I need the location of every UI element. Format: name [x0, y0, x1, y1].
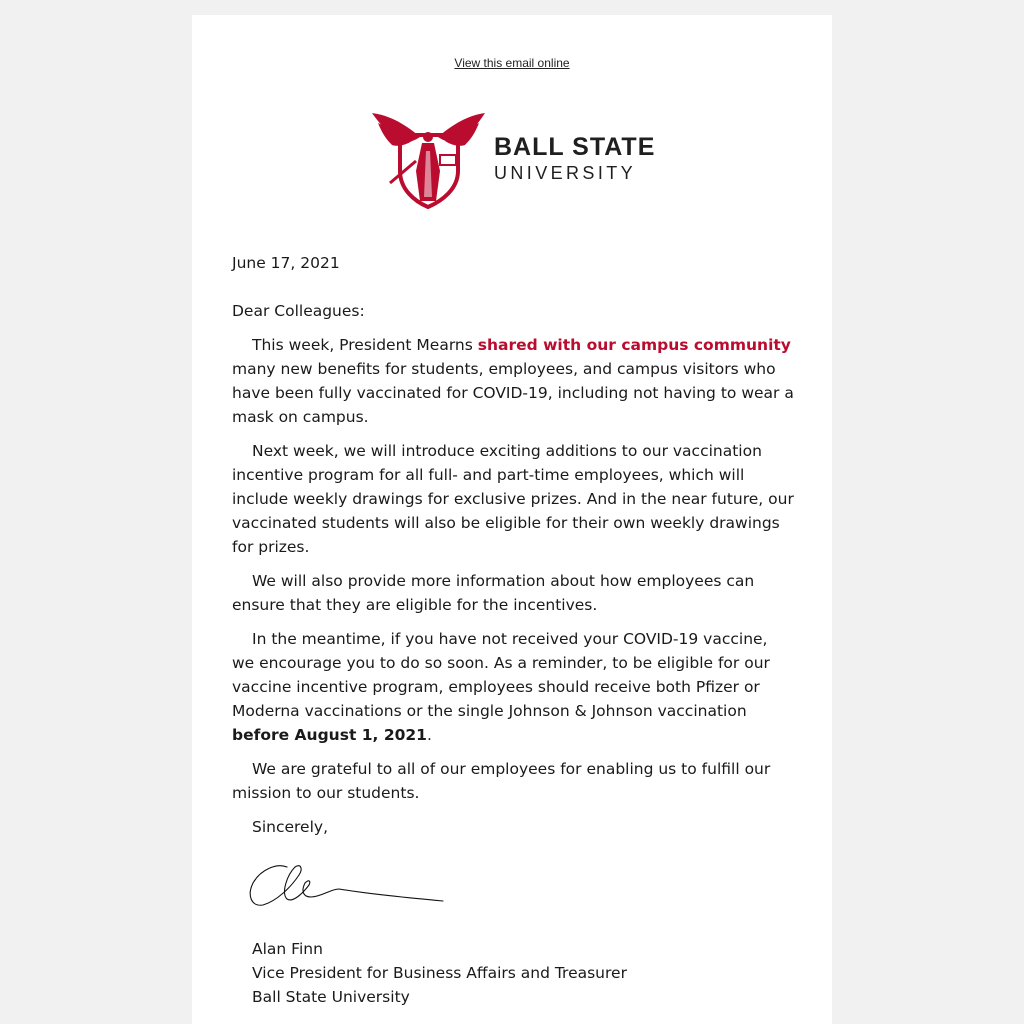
- ball-state-logo[interactable]: [370, 111, 660, 211]
- signer-title: Vice President for Business Affairs and Treasurer: [252, 964, 627, 982]
- signer-organization: Ball State University: [252, 988, 410, 1006]
- logo-wordmark: [494, 134, 655, 184]
- p1-text-start: This week, President Mearns: [252, 336, 478, 354]
- p4-text-start: In the meantime, if you have not received your COVID-19 vaccine, we encourage you to do so soon. As a reminder, to be eligible for our vaccine incentive program, employees should receive both Pfizer or Moderna vaccinations or the single Johnson & Johnson vaccination: [232, 630, 770, 720]
- closing: Sincerely,: [252, 818, 329, 836]
- letter-body: [232, 251, 794, 1009]
- p1-text-end: many new benefits for students, employees, and campus visitors who have been fully vaccinated for COVID-19, including not having to wear a mask on campus.: [232, 360, 794, 426]
- handwritten-signature: [247, 849, 447, 919]
- p4-text-end: .: [426, 726, 432, 744]
- salutation: Dear Colleagues:: [232, 302, 365, 320]
- paragraph-3: We will also provide more information about how employees can ensure that they are eligible for the incentives.: [232, 572, 755, 614]
- paragraph-2: Next week, we will introduce exciting additions to our vaccination incentive program for all full- and part-time employees, which will include weekly drawings for exclusive prizes. And in the near future, our vaccinated students will also be eligible for their own weekly drawings for prizes.: [232, 442, 794, 556]
- deadline-emphasis: before August 1, 2021: [232, 726, 427, 744]
- paragraph-1: [232, 333, 794, 429]
- view-online-link[interactable]: View this email online: [454, 56, 570, 70]
- letter-date: June 17, 2021: [232, 254, 340, 272]
- logo-line-ball-state: BALL STATE: [494, 133, 656, 161]
- signature-block: [252, 937, 794, 1009]
- paragraph-4: [232, 627, 794, 747]
- campus-community-link[interactable]: shared with our campus community: [477, 336, 791, 354]
- email-card: [192, 15, 832, 1024]
- paragraph-5: We are grateful to all of our employees for enabling us to fulfill our mission to our students.: [232, 760, 771, 802]
- benny-cardinal-emblem-icon: [370, 111, 490, 211]
- signer-name: Alan Finn: [252, 940, 323, 958]
- logo-line-university: UNIVERSITY: [494, 163, 637, 183]
